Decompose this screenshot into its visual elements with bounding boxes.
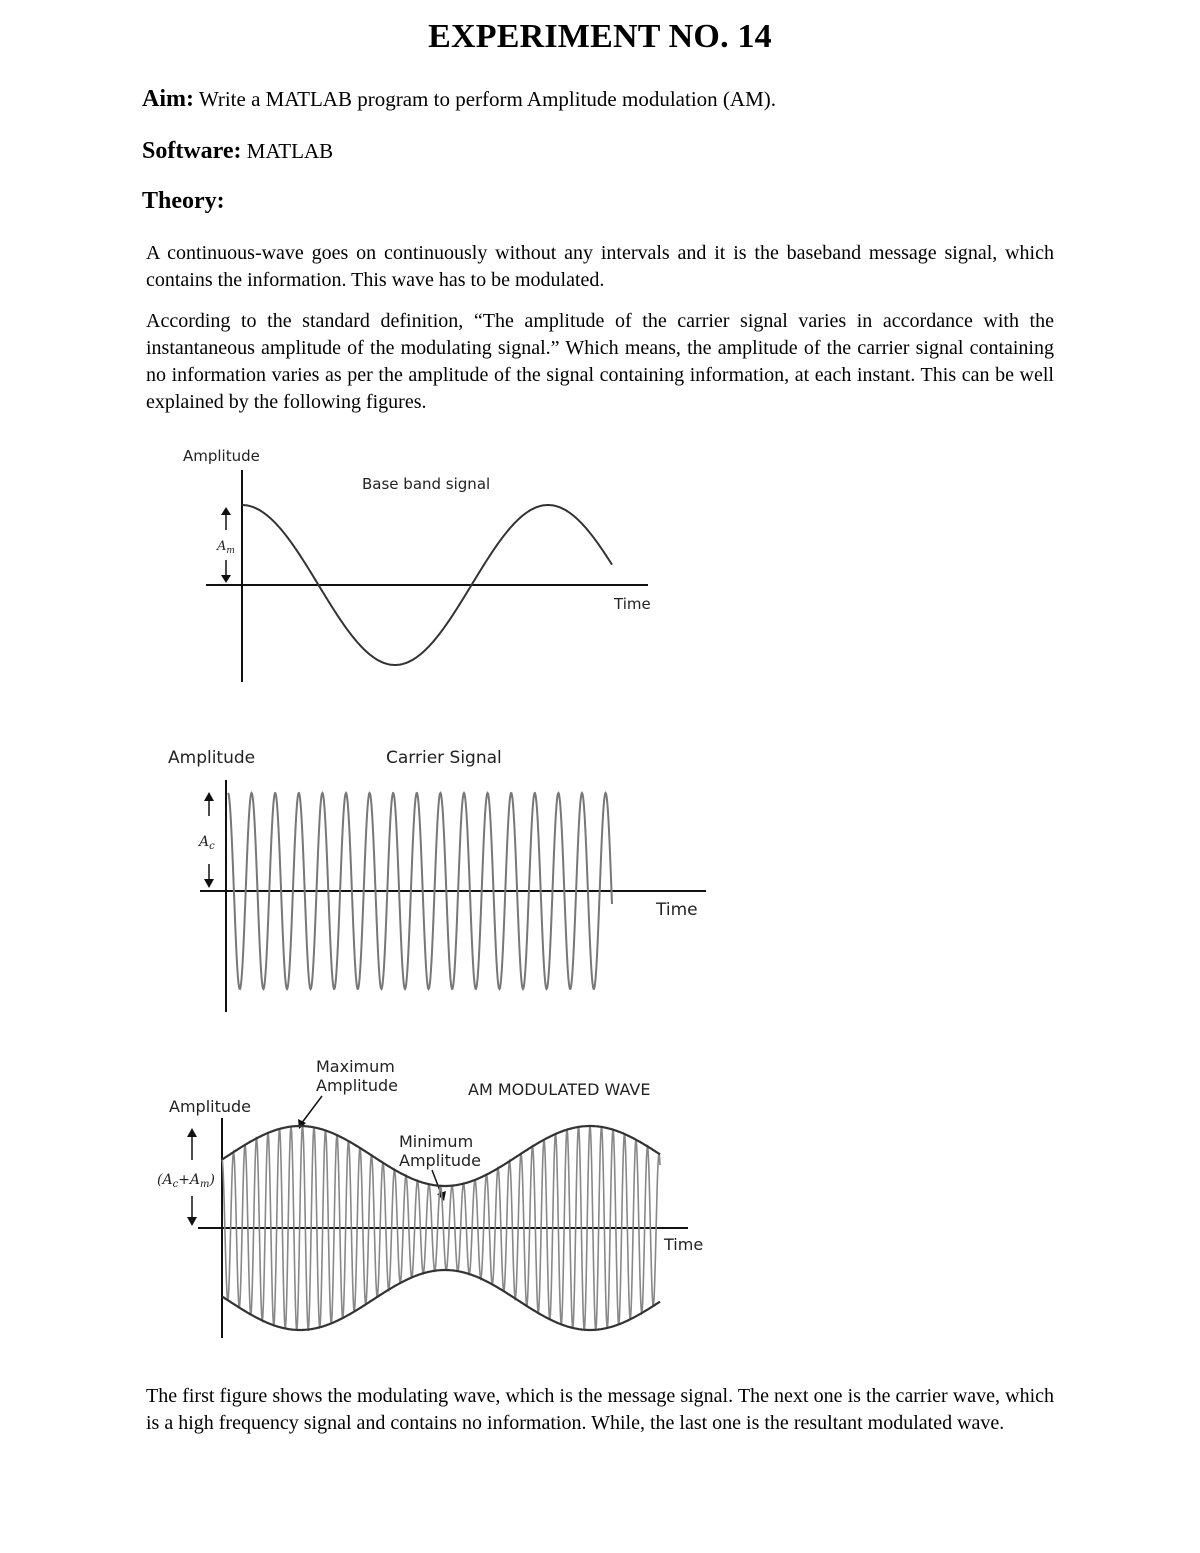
- theory-heading: Theory:: [142, 188, 225, 214]
- carrier-figure: [168, 748, 706, 1012]
- carrier-title: Carrier Signal: [386, 748, 502, 768]
- baseband-xlabel: Time: [614, 595, 651, 613]
- am-amp-arrow: [157, 1128, 215, 1226]
- software-label: Software:: [142, 138, 242, 164]
- carrier-ylabel: Amplitude: [168, 748, 256, 768]
- baseband-amp-label: $A_m$: [217, 539, 235, 556]
- carrier-xlabel: Time: [656, 900, 698, 920]
- am-max-pointer: [301, 1096, 322, 1124]
- carrier-amp-arrow: [197, 792, 215, 888]
- page-title: EXPERIMENT NO. 14: [428, 18, 772, 55]
- paragraph-1: A continuous-wave goes on continuously without any intervals and it is the baseband message signal, which contains the information. This wave has to be modulated.: [146, 242, 1054, 291]
- am-min-label-1: Minimum: [399, 1132, 474, 1151]
- paragraph-3: The first figure shows the modulating wave, which is the message signal. The next one is the carrier wave, which is a high frequency signal and contains no information. While, the last one is the resultant modulated wave.: [146, 1385, 1054, 1434]
- am-figure: [157, 1057, 703, 1338]
- am-max-label-2: Amplitude: [316, 1076, 398, 1095]
- aim-label: Aim:: [142, 86, 194, 112]
- am-min-label-2: Amplitude: [399, 1151, 481, 1170]
- am-max-label-1: Maximum: [316, 1057, 395, 1076]
- carrier-amp-label: $A_c$: [199, 834, 215, 852]
- am-ylabel: Amplitude: [169, 1097, 251, 1116]
- am-title: AM MODULATED WAVE: [468, 1080, 651, 1099]
- am-xlabel: Time: [664, 1235, 704, 1254]
- aim-text: Write a MATLAB program to perform Amplitude modulation (AM).: [198, 87, 776, 111]
- baseband-title: Base band signal: [362, 475, 491, 493]
- am-amp-label: $(A_c+A_m)$: [157, 1172, 215, 1190]
- baseband-figure: [183, 447, 651, 682]
- am-min-pointer: [432, 1170, 442, 1196]
- baseband-amp-arrow: [216, 507, 235, 583]
- baseband-ylabel: Amplitude: [183, 447, 260, 465]
- paragraph-2: According to the standard definition, “The amplitude of the carrier signal varies in accordance with the instantaneous amplitude of the modulating signal.” Which means, the amplitude of the carrier signal containing no information varies as per the amplitude of the signal containing information, at each instant. This can be well explained by the following figures.: [146, 310, 1054, 413]
- software-text: MATLAB: [246, 139, 334, 163]
